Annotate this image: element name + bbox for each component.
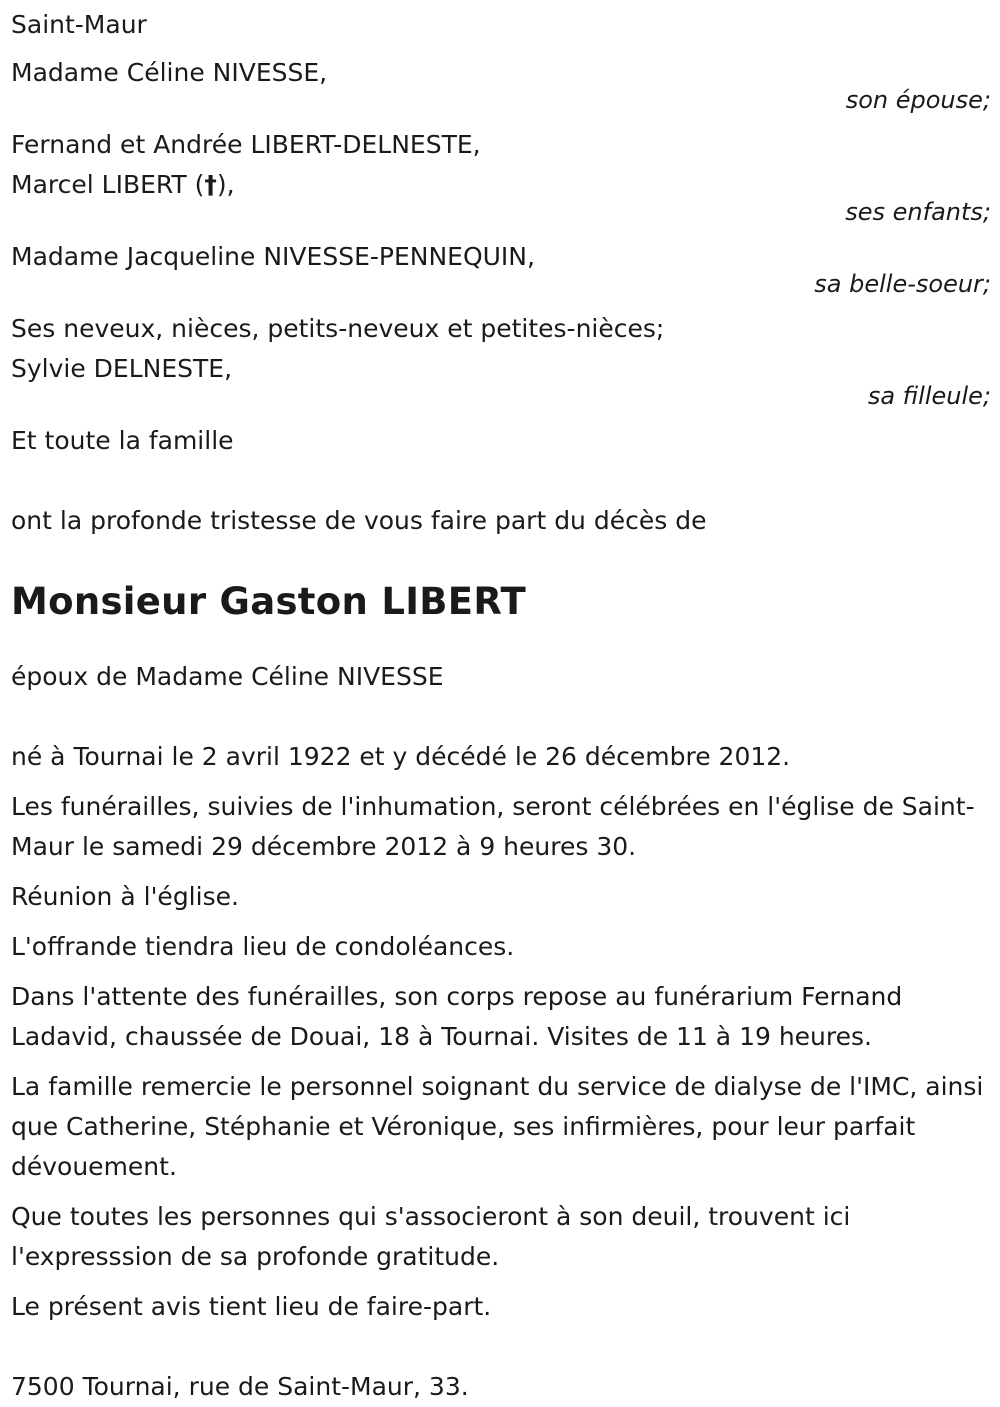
family-member-goddaughter: Sylvie DELNESTE,	[11, 354, 233, 383]
child-2-name: Marcel LIBERT (	[11, 170, 205, 199]
paragraph-funerarium: Dans l'attente des funérailles, son corps repose au funérarium Fernand Ladavid, chaussée de Douai, 18 à Tournai. Visites de 11 à 19 heures.	[11, 982, 903, 1051]
cross-icon: †	[204, 170, 217, 199]
family-member-spouse: Madame Céline NIVESSE,	[11, 58, 328, 87]
family-member-nephews: Ses neveux, nièces, petits-neveux et petites-nièces;	[11, 314, 665, 343]
paragraph-offering: L'offrande tiendra lieu de condoléances.	[11, 932, 515, 961]
paragraph-gratitude: Que toutes les personnes qui s'associeront à son deuil, trouvent ici l'expresssion de sa profonde gratitude.	[11, 1202, 851, 1271]
paragraph-meeting: Réunion à l'église.	[11, 882, 239, 911]
family-member-sister-in-law: Madame Jacqueline NIVESSE-PENNEQUIN,	[11, 242, 535, 271]
paragraph-funeral: Les funérailles, suivies de l'inhumation, seront célébrées en l'église de Saint-Maur le samedi 29 décembre 2012 à 9 heures 30.	[11, 792, 975, 861]
role-sister-in-law: sa belle-soeur;	[814, 270, 991, 298]
place-header: Saint-Maur	[11, 10, 147, 39]
child-2-suffix: ),	[216, 170, 235, 199]
role-children: ses enfants;	[845, 198, 991, 226]
role-spouse: son épouse;	[845, 86, 991, 114]
death-notice	[11, 5, 991, 1407]
deceased-name: Monsieur Gaston LIBERT	[11, 580, 527, 623]
family-all: Et toute la famille	[11, 426, 234, 455]
family-member-child-1: Fernand et Andrée LIBERT-DELNESTE,	[11, 130, 481, 159]
role-goddaughter: sa filleule;	[867, 382, 991, 410]
paragraph-faire-part: Le présent avis tient lieu de faire-part.	[11, 1292, 492, 1321]
announcement-text: ont la profonde tristesse de vous faire part du décès de	[11, 506, 707, 535]
spouse-line: époux de Madame Céline NIVESSE	[11, 662, 444, 691]
paragraph-birth-death: né à Tournai le 2 avril 1922 et y décédé le 26 décembre 2012.	[11, 742, 791, 771]
paragraph-thanks: La famille remercie le personnel soignant du service de dialyse de l'IMC, ainsi que Catherine, Stéphanie et Véronique, ses infirmières, pour leur parfait dévouement.	[11, 1072, 984, 1181]
address: 7500 Tournai, rue de Saint-Maur, 33.	[11, 1372, 469, 1401]
